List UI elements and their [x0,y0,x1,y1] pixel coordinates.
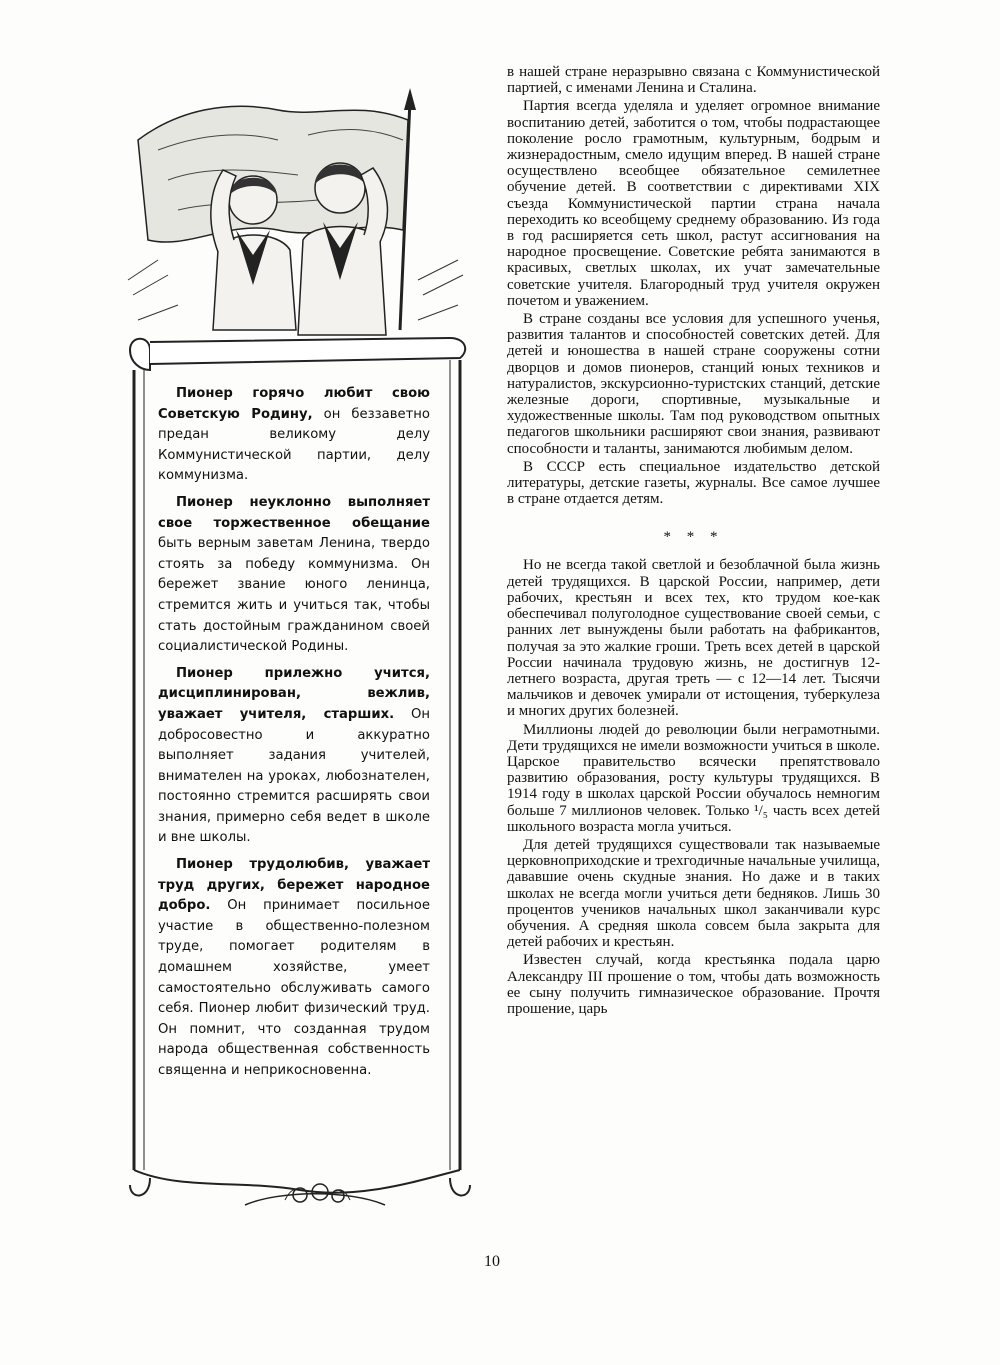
body-paragraph: В стране созданы все условия для успешного ученья, развития талантов и способностей советских детей. Для детей и юношества в нашей стране сооружены сотни дворцов и домов пионеров, станций юных техников и натуралистов, экскурсионно-туристских станций, детские железные дороги, спортивные, музыкальные и художественные школы. Там под руководством опытных педагогов школьники расширяют свои знания, развивают способности и таланты, занимаются любимым делом. [507,311,880,457]
flower-ornament [240,1170,390,1220]
body-paragraph: в нашей стране неразрывно связана с Коммунистической партией, с именами Ленина и Сталина. [507,64,880,97]
section-separator: * * * [663,529,724,546]
scroll-paragraph: Пионер прилежно учится, дисциплинирован, вежлив, уважает учителя, старших. Он добросовестно и аккуратно выполняет задания учителей, внимателен на уроках, любознателен, постоянно стремится расширять свои знания, примерно себя ведет в школе и вне школы. [158,665,430,846]
body-paragraph: Известен случай, когда крестьянка подала царю Александру III прошение о том, чтобы дать возможность ее сыну получить гимназическое образование. Прочтя прошение, царь [507,952,880,1017]
scroll-paragraph: Пионер трудолюбив, уважает труд других, бережет народное добро. Он принимает посильное участие в общественно-полезном труде, помогает родителям в домашнем хозяйстве, умеет самостоятельно обслуживать самого себя. Пионер любит физический труд. Он помнит, что созданная трудом народа общественная собственность священна и неприкосновенна. [158,857,430,1078]
scroll-paragraph: Пионер неуклонно выполняет свое торжественное обещание быть верным заветам Ленина, твердо стоять за победу коммунизма. Он бережет звание юного ленинца, стремится жить и учиться так, чтобы стать достойным гражданином своей социалистической Родины. [158,494,430,655]
body-paragraph: Миллионы людей до революции были неграмотными. Дети трудящихся не имели возможности учиться в школе. Царское правительство всячески препятствовало развитию образования, росту культуры трудящихся. В 1914 году в школах царской России обучалось немногим больше 7 миллионов человек. Только ¹/₅ часть всех детей школьного возраста могла учиться. [507,721,880,835]
body-paragraph: В СССР есть специальное издательство детской литературы, детские газеты, журналы. Все самое лучшее в стране отдается детям. [507,458,880,508]
scroll-paragraph: Пионер горячо любит свою Советскую Родину, он беззаветно предан великому делу Коммунистической партии, делу коммунизма. [158,386,430,484]
body-paragraph: Партия всегда уделяла и уделяет огромное внимание воспитанию детей, заботится о том, чтобы подрастающее поколение росло грамотным, культурным, бодрым и жизнерадостным, смело идущим вперед. В нашей стране осуществлено всеобщее обязательное семилетнее обучение детей. В соответствии с директивами XIX съезда Коммунистической партии страна начала переходить ко всеобщему среднему образованию. Из года в год расширяется сеть школ, растут ассигнования на народное просвещение. Советские ребята занимаются в красивых, светлых школах, их учат замечательные советские учителя. Благородный труд учителя окружен почетом и уважением. [507,98,880,309]
body-text-column [507,64,880,1019]
body-paragraph: Но не всегда такой светлой и безоблачной была жизнь детей трудящихся. В царской России, например, дети рабочих, крестьян и всех тех, кто трудом кое-как обеспечивал полуголодное существование своей семьи, с ранних лет вынуждены были работать на фабрикантов, получая за это жалкие гроши. Треть всех детей в царской России начинала трудовую жизнь, не достигнув 12-летнего возраста, другая треть — с 12—14 лет. Тысячи мальчиков и девочек умирали от истощения, туберкулеза и многих других болезней. [507,557,880,720]
body-paragraph: Для детей трудящихся существовали так называемые церковноприходские и трехгодичные начальные училища, дававшие очень скудные знания. Но даже и в таких школах не всегда могли учиться дети бедняков. Лишь 30 процентов учеников начальных школ заканчивали курс обучения. А средняя школа совсем была закрыта для детей рабочих и крестьян. [507,836,880,951]
page-number: 10 [484,1253,500,1270]
pioneer-flag-illustration [118,80,478,360]
pioneer-laws-text [158,384,430,1088]
